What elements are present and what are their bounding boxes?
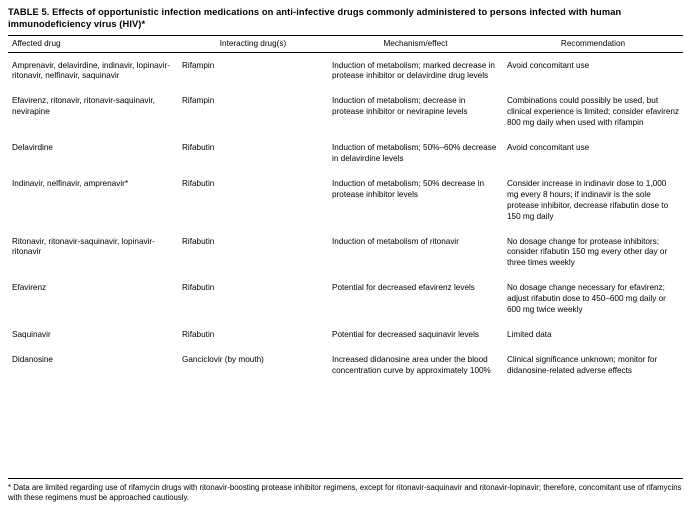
- cell-affected-drug: Indinavir, nelfinavir, amprenavir*: [12, 178, 129, 188]
- table-row: [8, 52, 683, 89]
- cell-interacting-drug: Rifampin: [182, 96, 215, 106]
- table-row: [8, 276, 683, 323]
- table-body: [8, 52, 683, 384]
- cell-recommendation: Consider increase in indinavir dose to 1,000 mg every 8 hours; if indinavir is the sole protease inhibitor, decrease rifabutin dose to 150 mg daily: [507, 178, 669, 221]
- footnote-region: [8, 478, 683, 504]
- cell-interacting-drug: Ganciclovir (by mouth): [182, 354, 264, 364]
- cell-affected-drug: Delavirdine: [12, 143, 53, 153]
- cell-interacting-drug: Rifampin: [182, 60, 215, 70]
- cell-mechanism: Induction of metabolism; 50% decrease in protease inhibitor levels: [332, 178, 485, 199]
- cell-affected-drug: Saquinavir: [12, 329, 51, 339]
- table-row: [8, 89, 683, 136]
- cell-mechanism: Potential for decreased efavirenz levels: [332, 283, 475, 293]
- cell-interacting-drug: Rifabutin: [182, 283, 215, 293]
- cell-recommendation: Avoid concomitant use: [507, 60, 590, 70]
- cell-recommendation: Combinations could possibly be used, but clinical experience is limited; consider efavirenz 800 mg daily when used with rifampin: [507, 96, 680, 128]
- column-header-interacting-drug: Interacting drug(s): [178, 35, 328, 52]
- cell-recommendation: No dosage change for protease inhibitors; consider rifabutin 150 mg every other day or three times weekly: [507, 236, 668, 268]
- cell-mechanism: Induction of metabolism; marked decrease in protease inhibitor or delavirdine drug levels: [332, 60, 495, 81]
- table-header: [8, 35, 683, 52]
- table-footnote: * Data are limited regarding use of rifamycin drugs with ritonavir-boosting protease inhibitor regimens, except for ritonavir-saquinavir and ritonavir-lopinavir; therefore, concomitant use of rifamycins with these regimens must be approached cautiously.: [8, 478, 683, 504]
- drug-interactions-table: [8, 35, 683, 384]
- cell-recommendation: No dosage change necessary for efavirenz; adjust rifabutin dose to 450–600 mg daily or 600 mg twice weekly: [507, 283, 666, 315]
- table-row: [8, 230, 683, 277]
- cell-recommendation: Clinical significance unknown; monitor for didanosine-related adverse effects: [507, 354, 658, 375]
- cell-affected-drug: Efavirenz, ritonavir, ritonavir-saquinavir, nevirapine: [12, 96, 155, 117]
- cell-mechanism: Potential for decreased saquinavir levels: [332, 329, 480, 339]
- cell-interacting-drug: Rifabutin: [182, 329, 215, 339]
- cell-mechanism: Induction of metabolism of ritonavir: [332, 236, 459, 246]
- cell-affected-drug: Ritonavir, ritonavir-saquinavir, lopinavir-ritonavir: [12, 236, 155, 257]
- column-header-recommendation: Recommendation: [503, 35, 683, 52]
- table-title: TABLE 5. Effects of opportunistic infection medications on anti-infective drugs commonly administered to persons infected with human immunodeficiency virus (HIV)*: [8, 7, 622, 30]
- table-row: [8, 348, 683, 384]
- column-header-mechanism: Mechanism/effect: [328, 35, 503, 52]
- cell-recommendation: Limited data: [507, 329, 552, 339]
- cell-mechanism: Induction of metabolism; decrease in protease inhibitor or nevirapine levels: [332, 96, 468, 117]
- cell-mechanism: Increased didanosine area under the blood concentration curve by approximately 100%: [332, 354, 491, 375]
- cell-affected-drug: Amprenavir, delavirdine, indinavir, lopinavir-ritonavir, nelfinavir, saquinavir: [12, 60, 170, 81]
- table-row: [8, 323, 683, 348]
- table-row: [8, 172, 683, 230]
- bottom-spacer: [8, 384, 683, 430]
- column-header-affected-drug: Affected drug: [8, 35, 178, 52]
- cell-interacting-drug: Rifabutin: [182, 178, 215, 188]
- table-row: [8, 136, 683, 172]
- cell-interacting-drug: Rifabutin: [182, 143, 215, 153]
- cell-recommendation: Avoid concomitant use: [507, 143, 590, 153]
- cell-interacting-drug: Rifabutin: [182, 236, 215, 246]
- cell-affected-drug: Efavirenz: [12, 283, 47, 293]
- cell-affected-drug: Didanosine: [12, 354, 53, 364]
- cell-mechanism: Induction of metabolism; 50%–60% decrease in delavirdine levels: [332, 143, 497, 163]
